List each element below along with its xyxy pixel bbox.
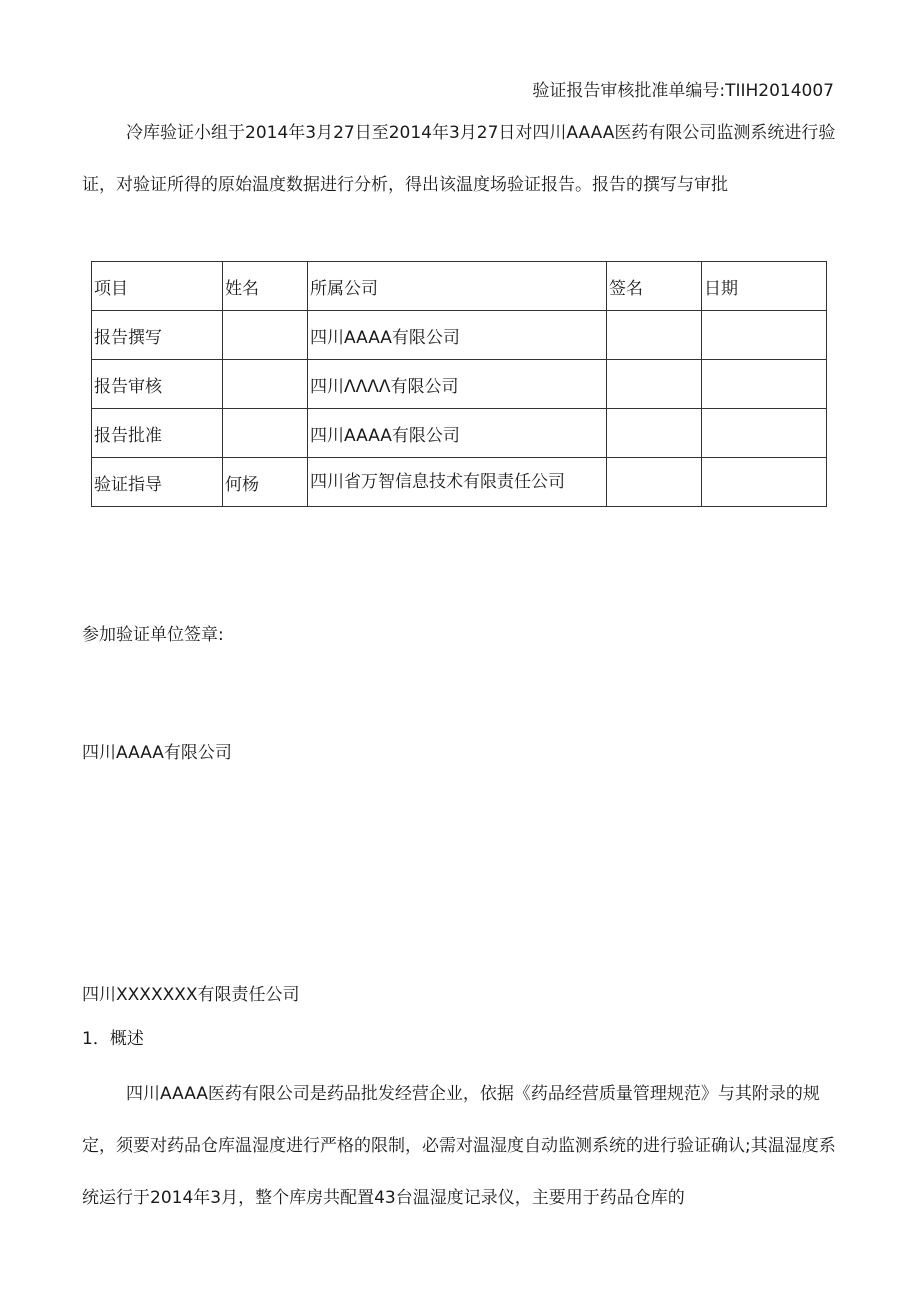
row-signature: [607, 409, 702, 458]
table-row: [92, 458, 827, 507]
company-x-name: 四川XXXXXXX有限责任公司: [82, 985, 300, 1005]
row-signature: [607, 311, 702, 360]
intro-text: 冷库验证小组于2014年3月27日至2014年3月27日对四川AAAA医药有限公司监测系统进行验证，对验证所得的原始温度数据进行分析，得出该温度场验证报告。报告的撰写与审批: [82, 123, 836, 195]
row-date: [702, 458, 827, 507]
row-item: 验证指导: [92, 458, 223, 507]
row-company: 四川AAAA有限公司: [308, 409, 607, 458]
table-row: [92, 360, 827, 409]
row-name: [223, 360, 308, 409]
row-date: [702, 311, 827, 360]
table-header-row: [92, 262, 827, 311]
table-row: [92, 311, 827, 360]
header-signature: 签名: [607, 262, 702, 311]
row-name: [223, 311, 308, 360]
row-item: 报告审核: [92, 360, 223, 409]
row-date: [702, 360, 827, 409]
row-company: 四川AAAA有限公司: [308, 311, 607, 360]
header-name: 姓名: [223, 262, 308, 311]
row-name: 何杨: [223, 458, 308, 507]
approval-table: [91, 261, 827, 507]
table-row: [92, 409, 827, 458]
header-item: 项目: [92, 262, 223, 311]
row-company: 四川ΛΛΛΛ有限公司: [308, 360, 607, 409]
header-company: 所属公司: [308, 262, 607, 311]
row-company: 四川省万智信息技术有限责任公司: [308, 458, 607, 507]
approval-code-line: 验证报告审核批准单编号:TIIH2014007: [532, 81, 834, 101]
row-signature: [607, 458, 702, 507]
company-a-name: 四川AAAA有限公司: [82, 743, 232, 763]
row-signature: [607, 360, 702, 409]
row-item: 报告批准: [92, 409, 223, 458]
seal-label: 参加验证单位签章:: [82, 625, 224, 645]
overview-text: 四川AAAA医药有限公司是药品批发经营企业，依据《药品经营质量管理规范》与其附录的规定，须要对药品仓库温湿度进行严格的限制，必需对温湿度自动监测系统的进行验证确认;其温湿度系统运行于2014年3月，整个库房共配置43台温湿度记录仪，主要用于药品仓库的: [82, 1084, 836, 1208]
row-item: 报告撰写: [92, 311, 223, 360]
row-date: [702, 409, 827, 458]
intro-paragraph: [82, 107, 844, 211]
row-name: [223, 409, 308, 458]
header-date: 日期: [702, 262, 827, 311]
section-title: 1．概述: [82, 1029, 144, 1049]
overview-paragraph: [82, 1068, 844, 1224]
